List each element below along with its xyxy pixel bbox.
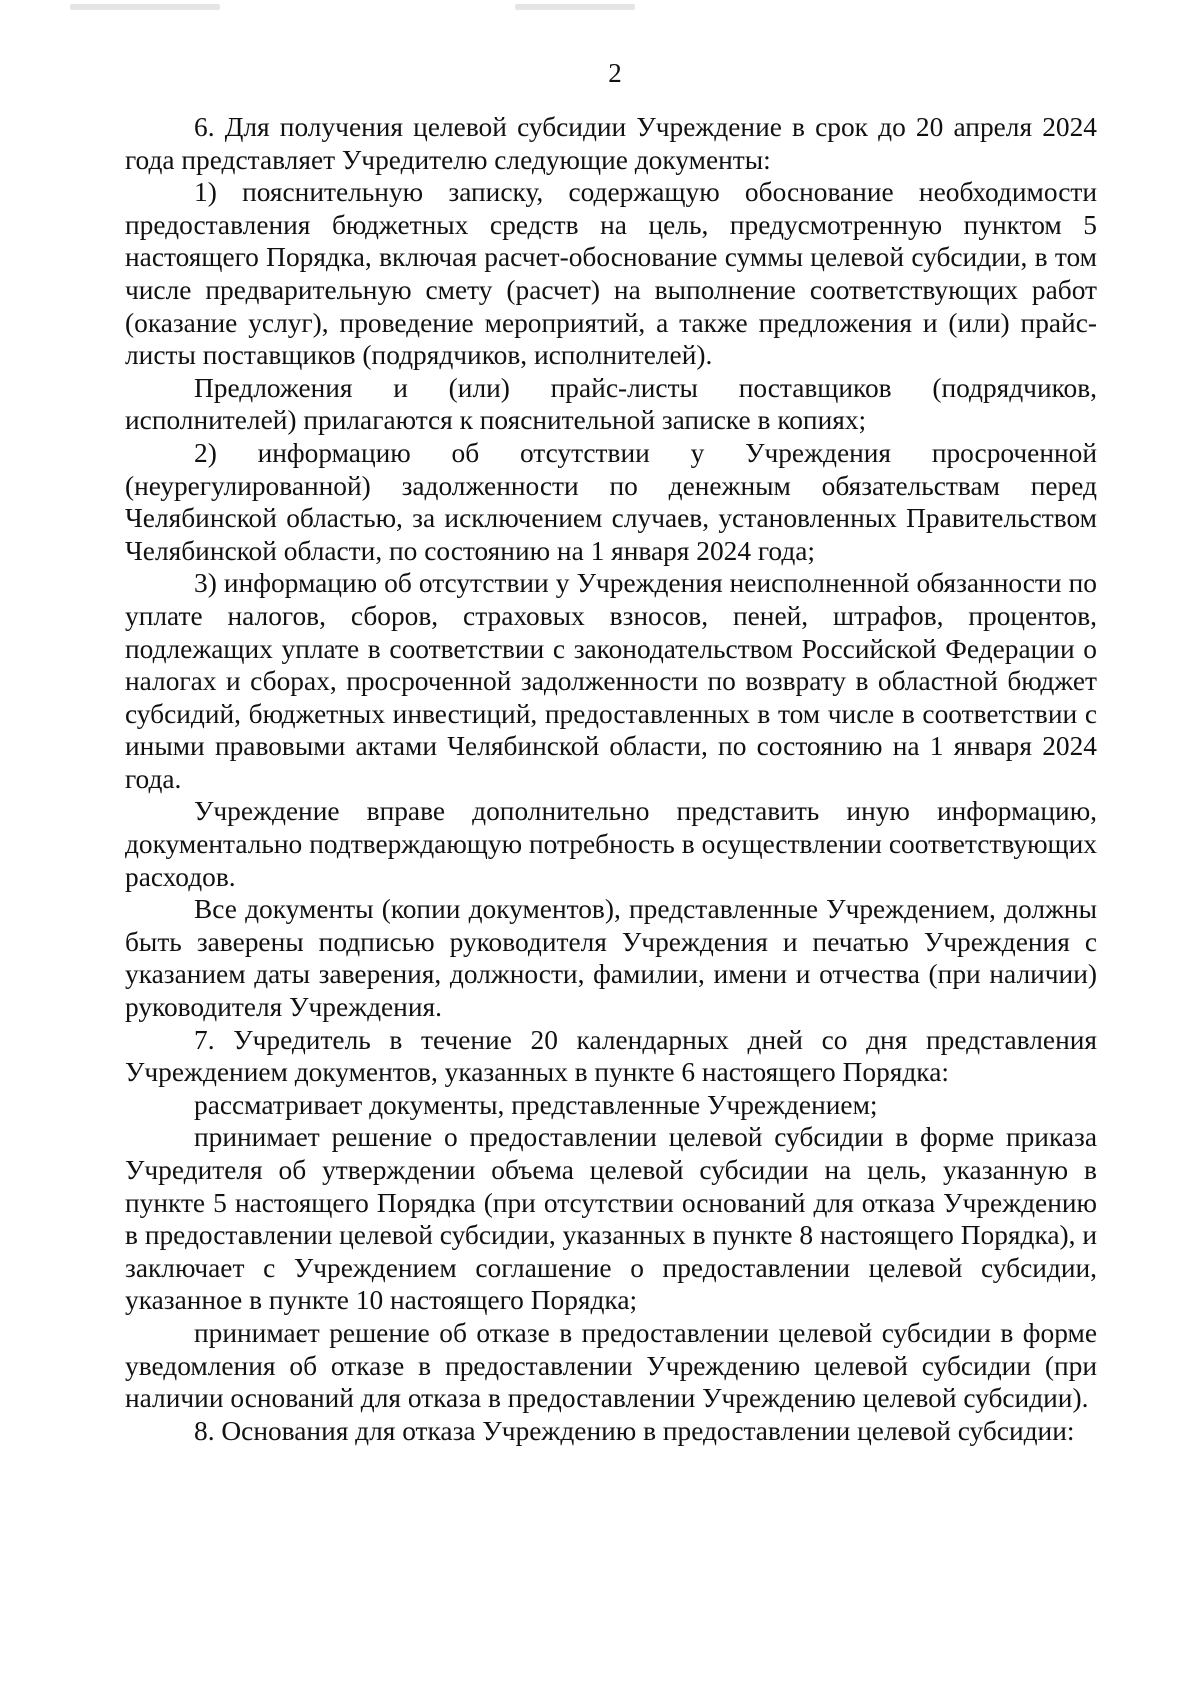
paragraph-subitem-2: 2) информацию об отсутствии у Учреждения просроченной (неурегулированной) задолженности по денежным обязательствам перед Челябинской областью, за исключением случаев, установленных Правительством Челябинской области, по состоянию на 1 января 2024 года; xyxy=(125,437,1097,566)
document-body xyxy=(125,111,1097,1447)
page-number: 2 xyxy=(608,58,622,88)
paragraph-reviews-documents: рассматривает документы, представленные Учреждением; xyxy=(194,1089,878,1120)
paragraph-additional-info: Учреждение вправе дополнительно представить иную информацию, документально подтверждающую потребность в осуществлении соответствующих расходов. xyxy=(125,796,1097,892)
paragraph-price-lists: Предложения и (или) прайс-листы поставщиков (подрядчиков, исполнителей) прилагаются к пояснительной записке в копиях; xyxy=(125,372,1097,436)
paragraph-item-6: 6. Для получения целевой субсидии Учреждение в срок до 20 апреля 2024 года представляет Учредителю следующие документы: xyxy=(125,112,1097,175)
paragraph-refusal-decision: принимает решение об отказе в предоставлении целевой субсидии в форме уведомления об отказе в предоставлении Учреждению целевой субсидии (при наличии оснований для отказа в предоставлении Учреждению целевой субсидии). xyxy=(125,1317,1097,1414)
scan-artifact-center xyxy=(515,4,635,10)
paragraph-subitem-3: 3) информацию об отсутствии у Учреждения неисполненной обязанности по уплате налогов, сборов, страховых взносов, пеней, штрафов, процентов, подлежащих уплате в соответствии с законодательством Российской Федерации о налогах и сборах, просроченной задолженности по возврату в областной бюджет субсидий, бюджетных инвестиций, предоставленных в том числе в соответствии с иными правовыми актами Челябинской области, по состоянию на 1 января 2024 года. xyxy=(125,568,1097,794)
paragraph-item-7: 7. Учредитель в течение 20 календарных дней со дня представления Учреждением документов, указанных в пункте 6 настоящего Порядка: xyxy=(125,1024,1097,1088)
paragraph-subitem-1: 1) пояснительную записку, содержащую обоснование необходимости предоставления бюджетных средств на цель, предусмотренную пунктом 5 настоящего Порядка, включая расчет-обоснование суммы целевой субсидии, в том числе предварительную смету (расчет) на выполнение соответствующих работ (оказание услуг), проведение мероприятий, а также предложения и (или) прайс-листы поставщиков (подрядчиков, исполнителей). xyxy=(125,177,1097,371)
paragraph-certification: Все документы (копии документов), представленные Учреждением, должны быть заверены подписью руководителя Учреждения и печатью Учреждения с указанием даты заверения, должности, фамилии, имени и отчества (при наличии) руководителя Учреждения. xyxy=(125,894,1097,1023)
scan-artifact-left xyxy=(70,4,220,10)
paragraph-grant-decision: принимает решение о предоставлении целевой субсидии в форме приказа Учредителя об утверждении объема целевой субсидии на цель, указанную в пункте 5 настоящего Порядка (при отсутствии оснований для отказа Учреждению в предоставлении целевой субсидии, указанных в пункте 8 настоящего Порядка), и заключает с Учреждением соглашение о предоставлении целевой субсидии, указанное в пункте 10 настоящего Порядка; xyxy=(125,1122,1097,1316)
paragraph-item-8: 8. Основания для отказа Учреждению в предоставлении целевой субсидии: xyxy=(194,1415,1075,1446)
